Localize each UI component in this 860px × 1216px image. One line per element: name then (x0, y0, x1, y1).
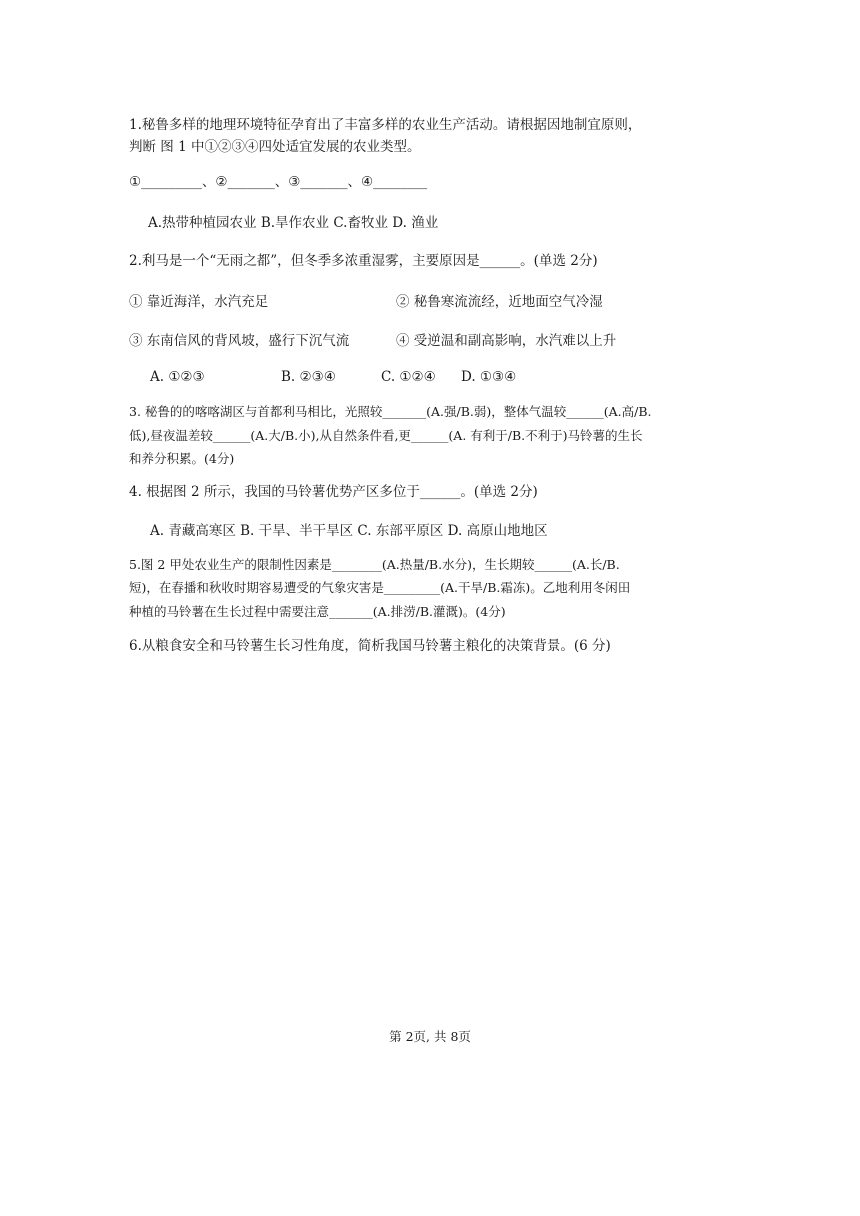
q2-statement-4: ④ 受逆温和副高影响，水汽难以上升 (396, 333, 617, 349)
q3-line2: 低),昼夜温差较______(A.大/B.小),从自然条件看,更______(A. 有利于/B.不利于)马铃薯的生长 (129, 428, 643, 443)
q6-stem: 6.从粮食安全和马铃薯生长习性角度，简析我国马铃薯主粮化的决策背景。(6 分) (129, 638, 611, 654)
q2-statement-1: ① 靠近海洋，水汽充足 (129, 294, 269, 310)
q1-options: A.热带种植园农业 B.旱作农业 C.畜牧业 D. 渔业 (148, 215, 439, 231)
q2-choice-d: D. ①③④ (461, 369, 517, 385)
q2-statement-3: ③ 东南信风的背风坡，盛行下沉气流 (129, 333, 350, 349)
q1-answer-blanks: ①_________、②_______、③_______、④________ (129, 174, 428, 190)
q2-statement-2: ② 秘鲁寒流流经，近地面空气冷湿 (396, 294, 603, 310)
q2-stem: 2.利马是一个“无雨之都”，但冬季多浓重湿雾，主要原因是______。(单选 2分) (129, 253, 598, 269)
q5-line3: 种植的马铃薯在生长过程中需要注意_______(A.排涝/B.灌溉)。(4分) (129, 604, 506, 619)
q5-line2: 短)，在春播和秋收时期容易遭受的气象灾害是_________(A.干旱/B.霜冻)。乙地利用冬闲田 (129, 580, 631, 595)
q3-line3: 和养分积累。(4分) (129, 451, 235, 466)
q3-line1: 3. 秘鲁的的喀喀湖区与首都利马相比，光照较_______(A.强/B.弱)，整体气温较______(A.高/B. (129, 404, 652, 419)
q2-choice-c: C. ①②④ (381, 369, 436, 385)
q2-choice-b: B. ②③④ (281, 369, 336, 385)
q1-stem-line1: 1.秘鲁多样的地理环境特征孕育出了丰富多样的农业生产活动。请根据因地制宜原则， (129, 117, 642, 133)
q5-line1: 5.图 2 甲处农业生产的限制性因素是________(A.热量/B.水分)，生长期较______(A.长/B. (129, 557, 620, 572)
q2-choice-a: A. ①②③ (150, 369, 205, 385)
q4-options: A. 青藏高寒区 B. 干旱、半干旱区 C. 东部平原区 D. 高原山地地区 (150, 523, 548, 539)
q4-stem: 4. 根据图 2 所示，我国的马铃薯优势产区多位于______。(单选 2分) (129, 484, 538, 500)
q1-stem-line2: 判断 图 1 中①②③④四处适宜发展的农业类型。 (129, 139, 421, 155)
page-number-footer: 第 2页, 共 8页 (389, 1029, 471, 1044)
